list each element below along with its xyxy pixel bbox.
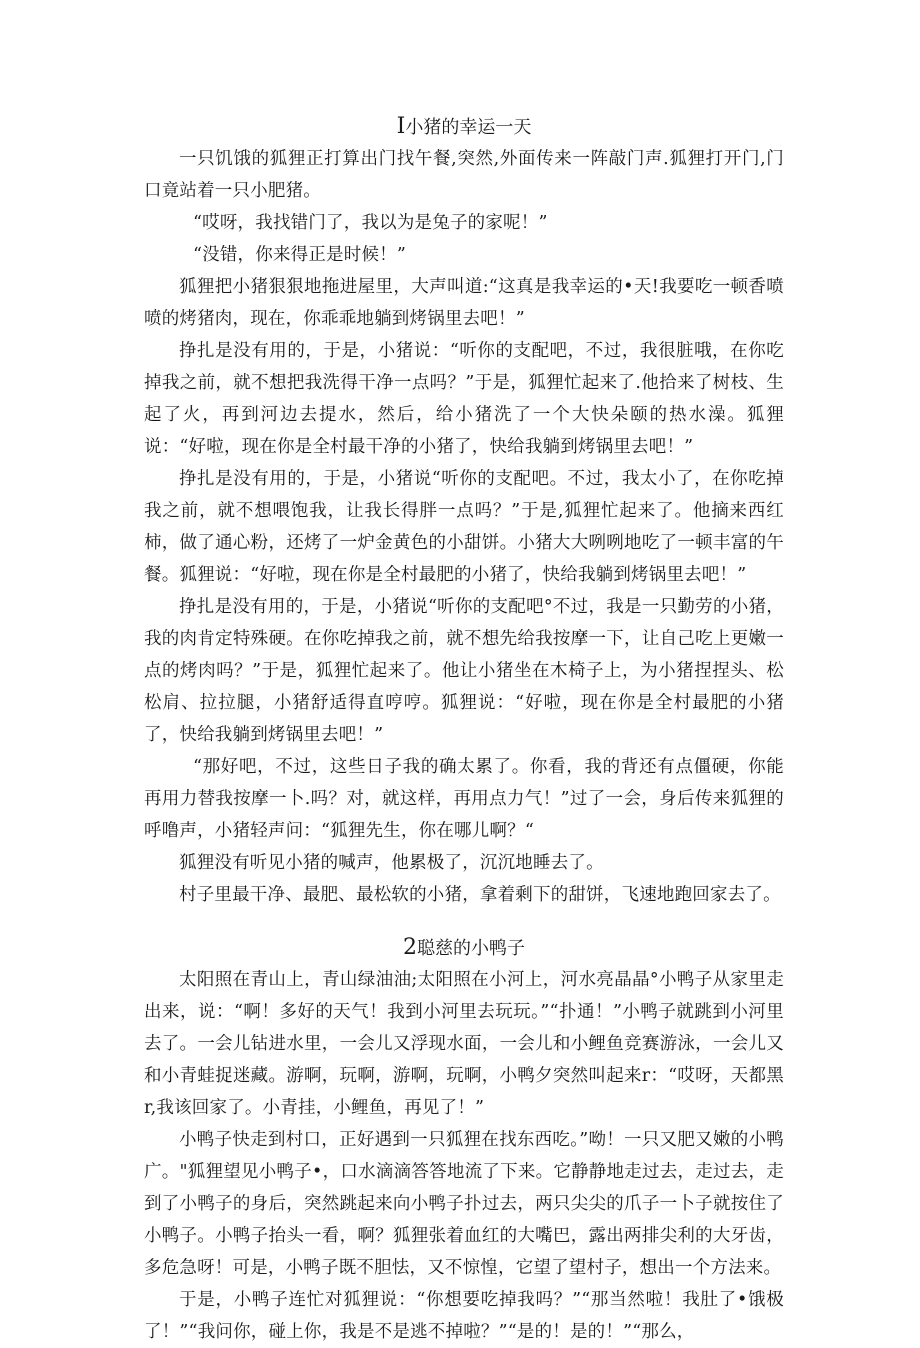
story-1-paragraph: 挣扎是没有用的，于是，小猪说：“听你的支配吧，不过，我很脏哦，在你吃掉我之前，就不想把我洗得干净一点吗？”于是，狐狸忙起来了.他拾来了树枝、生起了火，再到河边去提水，然后，给小猪洗了一个大快朵颐的热水澡。狐狸说：“好啦，现在你是全村最干净的小猪了，快给我躺到烤锅里去吧！” [144, 341, 784, 457]
story-2-number: 2 [403, 935, 417, 960]
story-2-title [144, 933, 784, 964]
story-2-paragraph: 太阳照在青山上，青山绿油油;太阳照在小河上，河水亮晶晶°小鸭子从家里走出来，说：“啊！多好的天气！我到小河里去玩玩。”“扑通！”小鸭子就跳到小河里去了。一会儿钻进水里，一会儿又浮现水面，一会儿和小鲤鱼竞赛游泳，一会儿又和小青蛙捉迷藏。游啊，玩啊，游啊，玩啊，小鸭夕突然叫起来r：“哎呀，天都黑r,我该回家了。小青挂，小鲤鱼，再见了！” [144, 970, 784, 1118]
document-page [144, 112, 784, 1348]
story-1-paragraph: 狐狸把小猪狠狠地拖进屋里，大声叫道:“这真是我幸运的•天!我要吃一顿香喷喷的烤猪肉，现在，你乖乖地躺到烤锅里去吧！” [144, 277, 784, 329]
story-1-title-text: 小猪的幸运一天 [405, 117, 532, 138]
story-1-paragraph: “没错，你来得正是时候！” [193, 245, 406, 265]
story-1-paragraph: 挣扎是没有用的，于是，小猪说“听你的支配吧°不过，我是一只勤劳的小猪，我的肉肯定特殊硬。在你吃掉我之前，就不想先给我按摩一下，让自己吃上更嫩一点的烤肉吗？”于是，狐狸忙起来了。他让小猪坐在木椅子上，为小猪捏捏头、松松肩、拉拉腿，小猪舒适得直哼哼。狐狸说：“好啦，现在你是全村最肥的小猪了，快给我躺到烤锅里去吧！” [144, 597, 784, 745]
story-2-paragraph: 小鸭子快走到村口，正好遇到一只狐狸在找东西吃。”呦！一只又肥又嫩的小鸭广。"狐狸望见小鸭子•，口水滴滴答答地流了下来。它静静地走过去，走过去，走到了小鸭子的身后，突然跳起来向小鸭子扑过去，两只尖尖的爪子一卜子就按住了小鸭子。小鸭子抬头一看，啊？狐狸张着血红的大嘴巴，露出两排尖利的大牙齿，多危急呀！可是，小鸭子既不胆怯，又不惊惶，它望了望村子，想出一个方法来。 [144, 1130, 784, 1278]
story-1-number: I [396, 114, 406, 139]
story-1-paragraph: “那好吧，不过，这些日子我的确太累了。你看，我的背还有点僵硬，你能再用力替我按摩一卜.吗？对，就这样，再用点力气！”过了一会，身后传来狐狸的呼噜声，小猪轻声问：“狐狸先生，你在哪儿啊？“ [144, 757, 784, 841]
story-1-paragraph: “哎呀，我找错门了，我以为是兔子的家呢！” [193, 213, 548, 233]
story-2-paragraph: 于是，小鸭子连忙对狐狸说：“你想要吃掉我吗？”“那当然啦！我肚了•饿极了！”“我问你，碰上你，我是不是逃不掉啦？”“是的！是的！”“那么， [144, 1290, 784, 1342]
story-2-title-text: 聪慈的小鸭子 [417, 938, 525, 959]
story-1-paragraph: 一只饥饿的狐狸正打算出门找午餐,突然,外面传来一阵敲门声.狐狸打开门,门口竟站着一只小肥猪。 [144, 149, 784, 201]
story-1-paragraph: 挣扎是没有用的，于是，小猪说“听你的支配吧。不过，我太小了，在你吃掉我之前，就不想喂饱我，让我长得胖一点吗？”于是,狐狸忙起来了。他摘来西红柿，做了通心粉，还烤了一炉金黄色的小甜饼。小猪大大咧咧地吃了一顿丰富的午餐。狐狸说：“好啦，现在你是全村最肥的小猪了，快给我躺到烤锅里去吧！” [144, 469, 784, 585]
story-1-title [144, 112, 784, 143]
story-1-paragraph: 村子里最干净、最肥、最松软的小猪，拿着剩下的甜饼，飞速地跑回家去了。 [179, 885, 781, 905]
story-1-paragraph: 狐狸没有听见小猪的喊声，他累极了，沉沉地睡去了。 [179, 853, 604, 873]
